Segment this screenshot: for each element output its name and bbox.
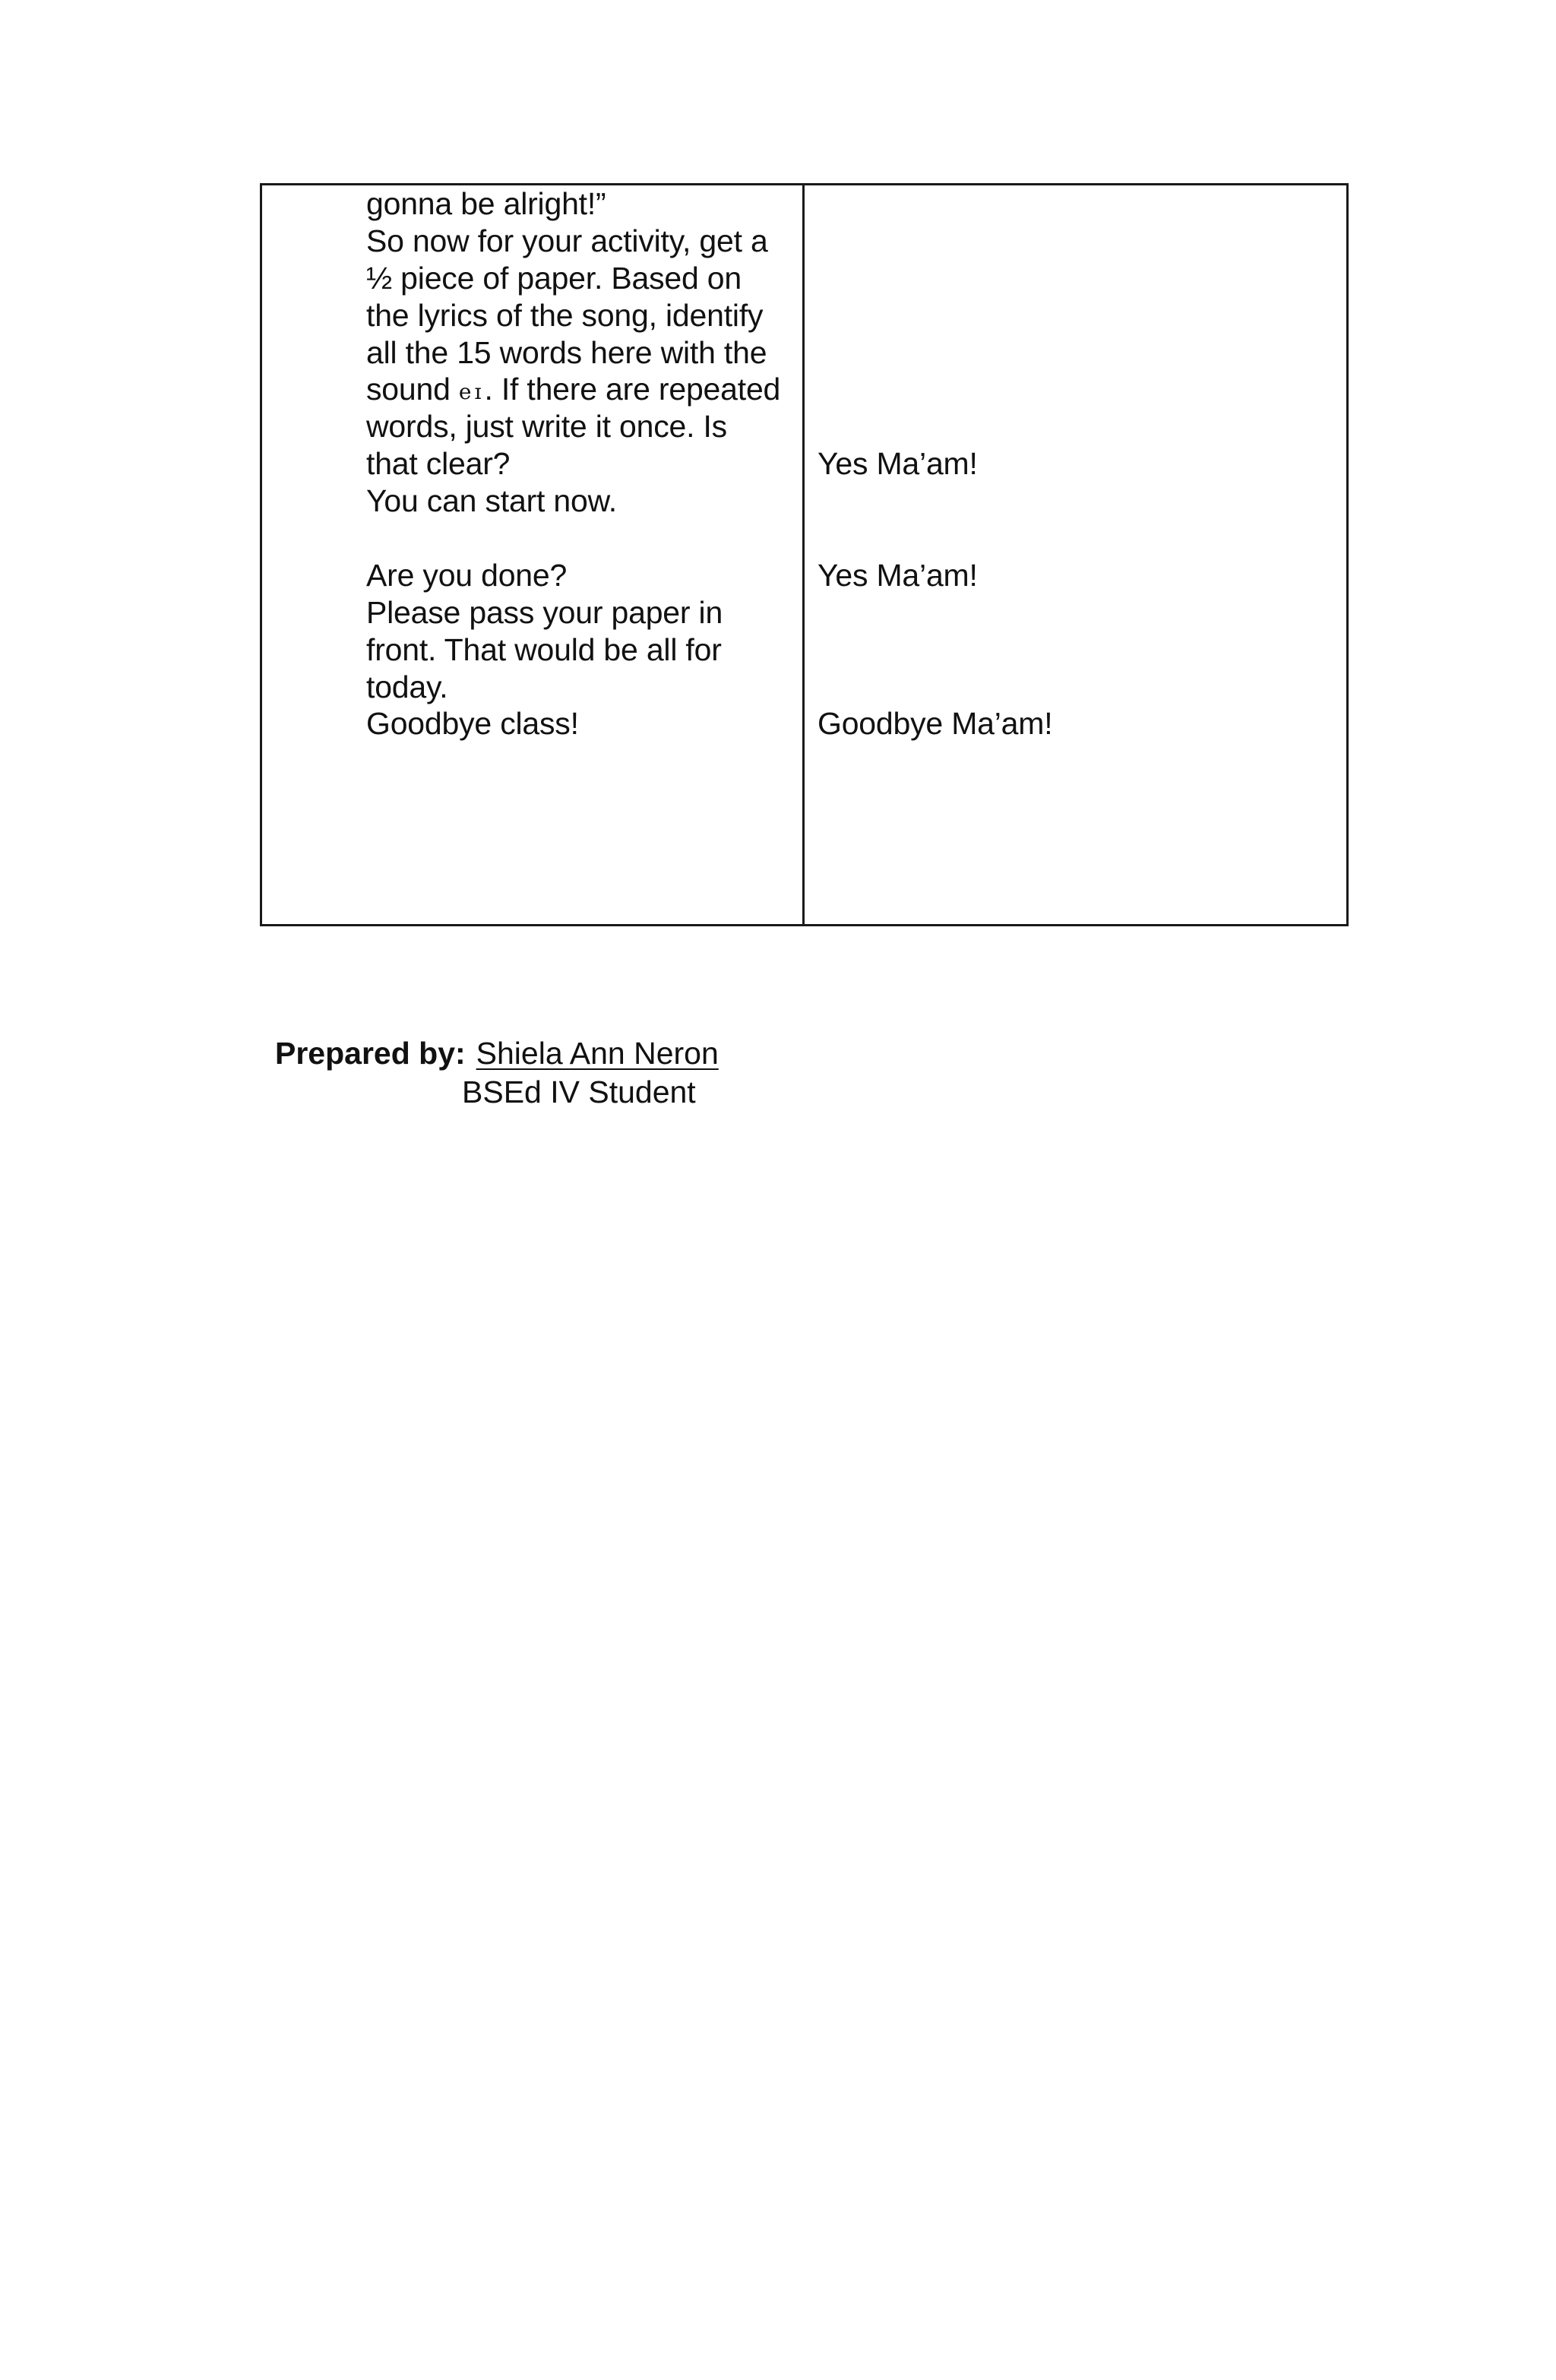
preparer-role: BSEd IV Student bbox=[462, 1074, 696, 1109]
ipa-symbol: eɪ bbox=[458, 379, 485, 404]
student-response: Yes Ma’am! bbox=[818, 558, 978, 593]
student-activity-column bbox=[805, 185, 1346, 924]
teacher-line: Are you done? bbox=[366, 558, 568, 593]
teacher-line: all the 15 words here with the bbox=[366, 335, 767, 370]
teacher-line: Please pass your paper in bbox=[366, 595, 723, 630]
teacher-activity-column bbox=[262, 185, 805, 924]
lesson-plan-table bbox=[260, 183, 1349, 926]
teacher-line: Goodbye class! bbox=[366, 706, 579, 741]
teacher-line: gonna be alright!” bbox=[366, 186, 606, 221]
teacher-line-sound bbox=[366, 371, 780, 410]
teacher-line: that clear? bbox=[366, 446, 511, 481]
teacher-line: the lyrics of the song, identify bbox=[366, 298, 764, 333]
prepared-by bbox=[275, 1035, 719, 1071]
preparer-name: Shiela Ann Neron bbox=[476, 1036, 719, 1071]
student-response: Yes Ma’am! bbox=[818, 446, 978, 481]
teacher-line: front. That would be all for bbox=[366, 632, 722, 667]
sound-text-continued: . If there are repeated bbox=[484, 372, 781, 407]
teacher-line: today. bbox=[366, 669, 448, 704]
teacher-line: So now for your activity, get a bbox=[366, 223, 768, 258]
prepared-by-label: Prepared by: bbox=[275, 1036, 466, 1071]
teacher-line: words, just write it once. Is bbox=[366, 409, 727, 444]
teacher-line: ½ piece of paper. Based on bbox=[366, 261, 742, 296]
student-response: Goodbye Ma’am! bbox=[818, 706, 1053, 741]
teacher-line: You can start now. bbox=[366, 483, 617, 518]
sound-text: sound bbox=[366, 372, 459, 407]
